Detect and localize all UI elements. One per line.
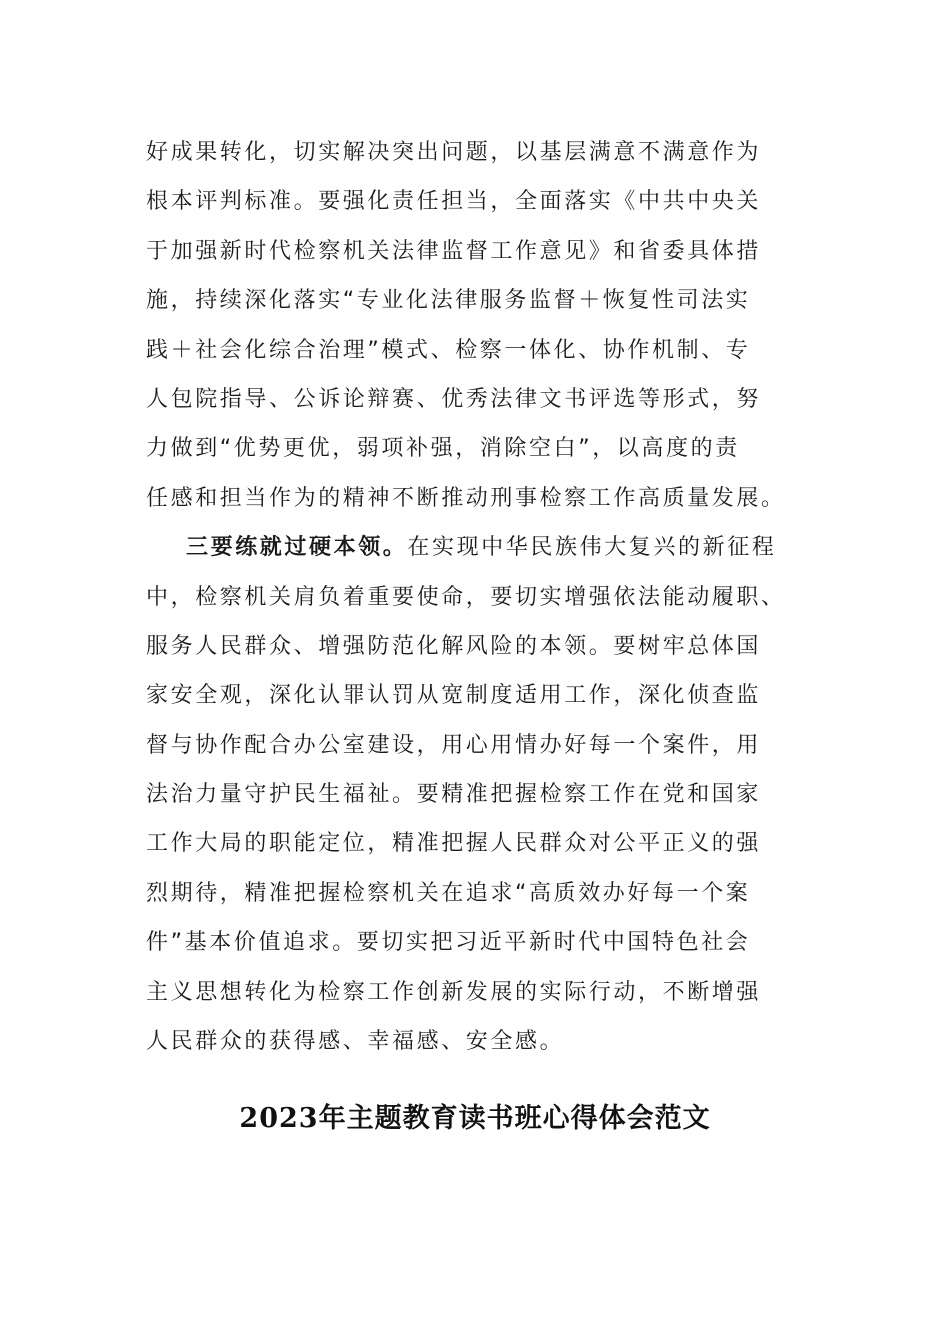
paragraph-line: 工作大局的职能定位，精准把握人民群众对公平正义的强 <box>146 831 762 857</box>
paragraph-line: 力做到“优势更优，弱项补强，消除空白”，以高度的责 <box>146 436 740 462</box>
paragraph-line: 任感和担当作为的精神不断推动刑事检察工作高质量发展。 <box>146 485 786 511</box>
paragraph-line: 烈期待，精准把握检察机关在追求“高质效办好每一个案 <box>146 880 751 906</box>
paragraph-line: 践＋社会化综合治理”模式、检察一体化、协作机制、专 <box>146 337 751 363</box>
paragraph-line: 好成果转化，切实解决突出问题，以基层满意不满意作为 <box>146 140 762 165</box>
paragraph-line-rest: 在实现中华民族伟大复兴的新征程 <box>407 535 777 561</box>
paragraph-line: 中，检察机关肩负着重要使命，要切实增强依法能动履职、 <box>146 584 786 610</box>
paragraph-line: 根本评判标准。要强化责任担当，全面落实《中共中央关 <box>146 189 762 215</box>
paragraph-line: 家安全观，深化认罪认罚从宽制度适用工作，深化侦查监 <box>146 683 762 709</box>
paragraph-line: 法治力量守护民生福祉。要精准把握检察工作在党和国家 <box>146 782 762 808</box>
paragraph-2-first-line <box>146 523 786 572</box>
paragraph-lead-heading: 三要练就过硬本领。 <box>186 535 408 561</box>
paragraph-line: 于加强新时代检察机关法律监督工作意见》和省委具体措 <box>146 238 762 264</box>
document-title: 2023年主题教育读书班心得体会范文 <box>239 1103 711 1134</box>
paragraph-line: 督与协作配合办公室建设，用心用情办好每一个案件，用 <box>146 732 762 758</box>
paragraph-line: 人民群众的获得感、幸福感、安全感。 <box>146 1029 565 1055</box>
paragraph-line: 服务人民群众、增强防范化解风险的本领。要树牢总体国 <box>146 633 762 659</box>
paragraph-line: 人包院指导、公诉论辩赛、优秀法律文书评选等形式，努 <box>146 386 762 412</box>
document-body <box>146 128 786 1066</box>
paragraph-line: 件”基本价值追求。要切实把习近平新时代中国特色社会 <box>146 930 751 956</box>
paragraph-line: 主义思想转化为检察工作创新发展的实际行动，不断增强 <box>146 979 762 1005</box>
paragraph-line: 施，持续深化落实“专业化法律服务监督＋恢复性司法实 <box>146 288 751 314</box>
